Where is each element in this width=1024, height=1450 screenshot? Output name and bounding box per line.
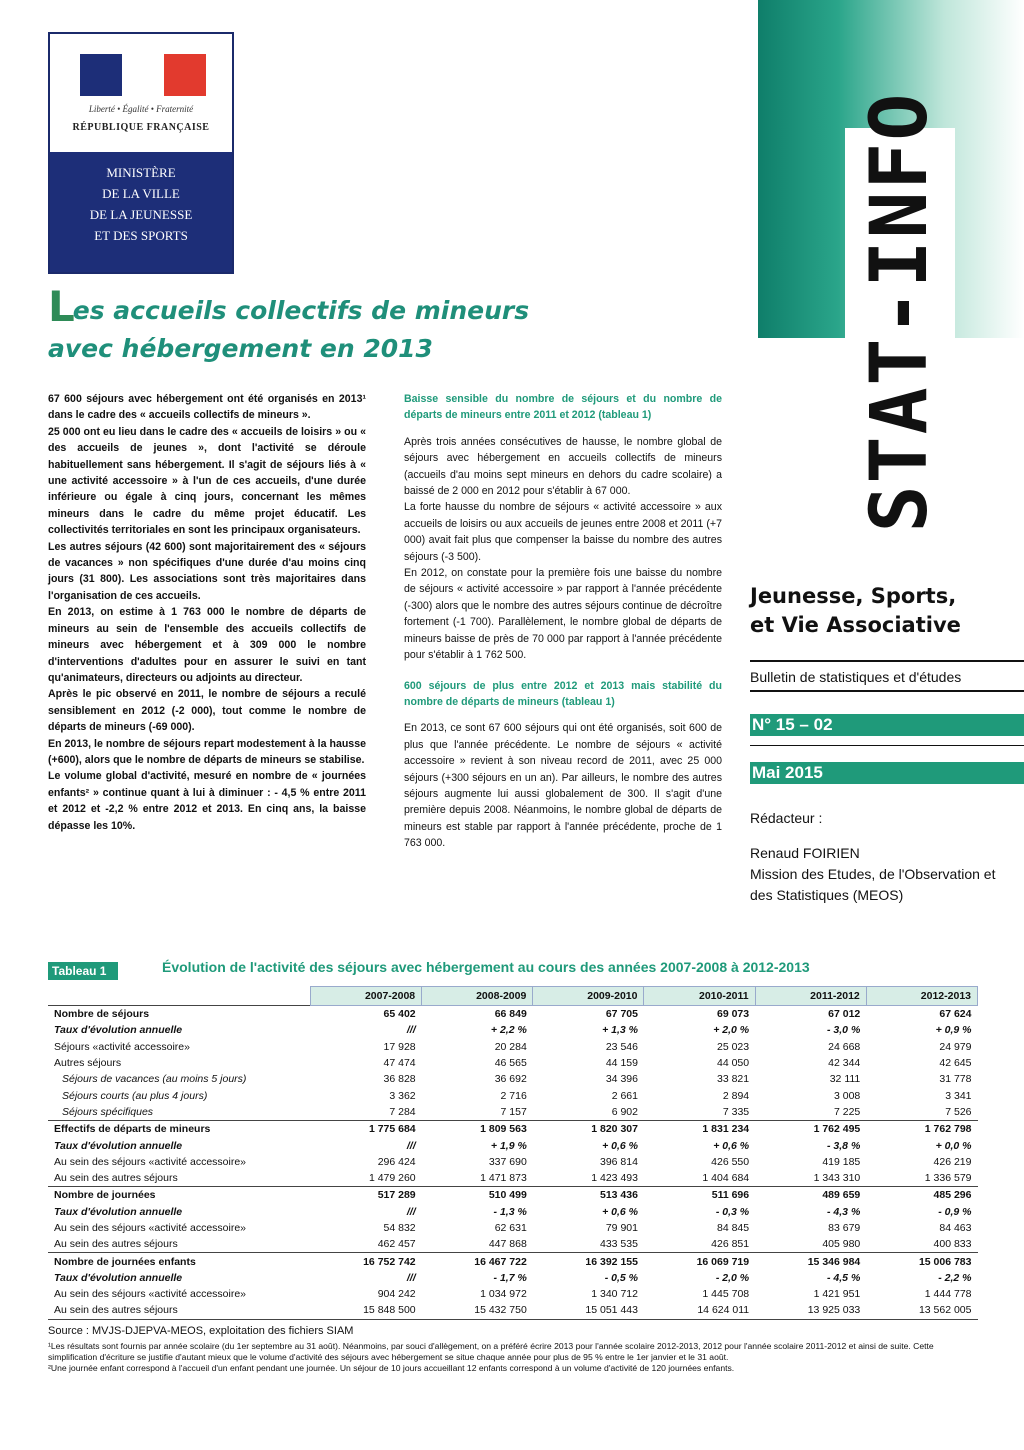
table-cell: - 0,9 % <box>938 1205 972 1218</box>
row-label: Au sein des autres séjours <box>54 1238 178 1251</box>
body-paragraph: Après trois années consécutives de hausse, le nombre global de séjours avec hébergement en accueils collectifs de mineurs (accueils d'au moins sept mineurs en dehors du cadre scolaire) a baissé de 2 000 en 2012 pour s'établir à 67 000. <box>404 435 722 498</box>
table-cell: 7 526 <box>945 1105 972 1118</box>
table-cell: 42 344 <box>828 1057 861 1070</box>
table-cell: + 1,9 % <box>490 1139 527 1152</box>
table-cell: 17 928 <box>383 1040 416 1053</box>
table-cell: 67 012 <box>755 1006 866 1023</box>
table-cell: 15 051 443 <box>585 1304 638 1317</box>
table-cell: 16 467 722 <box>422 1253 533 1270</box>
series-line-2: et Vie Associative <box>750 613 961 637</box>
table-row <box>48 1104 978 1121</box>
summary-paragraph: 67 600 séjours avec hébergement ont été organisés en 2013¹ dans le cadre des « accueils collectifs de mineurs ». <box>48 393 366 422</box>
table-cell: 24 668 <box>828 1040 861 1053</box>
row-label: Au sein des autres séjours <box>54 1304 178 1317</box>
table-cell: 47 474 <box>383 1057 416 1070</box>
table-row <box>48 1286 978 1302</box>
table-cell: /// <box>406 1271 416 1284</box>
table-cell: 400 833 <box>933 1238 972 1251</box>
table-cell: 2 716 <box>500 1089 527 1102</box>
ministry-line: DE LA JEUNESSE <box>89 207 193 222</box>
french-flag-icon <box>80 54 206 96</box>
table-row <box>48 1253 978 1270</box>
row-label: Au sein des autres séjours <box>54 1172 178 1185</box>
table-cell: 13 562 005 <box>918 1304 972 1317</box>
table-cell: 66 849 <box>422 1006 533 1023</box>
row-label: Taux d'évolution annuelle <box>54 1024 183 1037</box>
summary-paragraph: Après le pic observé en 2011, le nombre de séjours a reculé sensiblement en 2012 (-2 000), tout comme le nombre de départs de mineurs (-69 000). <box>48 688 366 734</box>
table-row <box>48 1236 978 1253</box>
divider <box>750 690 1024 692</box>
table-cell: 7 225 <box>834 1105 861 1118</box>
author-block <box>750 843 1020 906</box>
row-label: Taux d'évolution annuelle <box>54 1271 183 1284</box>
table-header-row <box>48 987 978 1006</box>
table-cell: 513 436 <box>533 1187 644 1204</box>
table-cell: 1 340 712 <box>591 1288 638 1301</box>
divider <box>750 660 1024 662</box>
table-column-header: 2011-2012 <box>755 987 866 1006</box>
table-cell: 2 894 <box>722 1089 750 1102</box>
table-cell: 7 157 <box>500 1105 527 1118</box>
table-cell: /// <box>406 1205 416 1218</box>
row-label: Au sein des séjours «activité accessoire» <box>54 1155 247 1168</box>
brand-wordmark: STAT-INFO <box>855 91 945 533</box>
issue-date: Mai 2015 <box>750 762 1024 784</box>
table-cell: 1 762 798 <box>866 1121 977 1138</box>
table-cell: 62 631 <box>494 1222 527 1234</box>
brand-block <box>845 91 955 533</box>
row-label: Nombre de journées <box>48 1187 311 1204</box>
series-name <box>750 582 1020 640</box>
table-cell: 36 828 <box>383 1073 416 1086</box>
table-cell: 405 980 <box>822 1238 861 1251</box>
summary-paragraph: 25 000 ont eu lieu dans le cadre des « accueils de loisirs » ou « des accueils de jeunes », dont l'activité se déroule habituellement sans hébergement. Il s'agit de séjours liés à « une activité accessoire » à l'un de ces accueils, d'une durée inférieure ou égale à cinq jours, concernant les mêmes mineurs dans le cadre du même projet éducatif. Les collectivités territoriales en sont les principaux organisateurs. <box>48 425 366 537</box>
row-label: Taux d'évolution annuelle <box>54 1139 183 1152</box>
table-cell: 79 901 <box>605 1222 638 1234</box>
table-cell: 54 832 <box>383 1222 416 1234</box>
table-row <box>48 1121 978 1138</box>
logo-motto: Liberté • Égalité • Fraternité <box>88 104 194 114</box>
table-cell: 6 902 <box>611 1105 638 1118</box>
table-cell: 433 535 <box>600 1238 638 1251</box>
row-label: Autres séjours <box>54 1057 122 1070</box>
table-cell: + 2,0 % <box>713 1024 750 1037</box>
summary-column <box>48 391 366 834</box>
table-column-header: 2007-2008 <box>311 987 422 1006</box>
section-heading: Baisse sensible du nombre de séjours et du nombre de départs de mineurs entre 2011 et 2012 (tableau 1) <box>404 393 722 422</box>
bulletin-label: Bulletin de statistiques et d'études <box>750 669 962 685</box>
table-cell: 44 159 <box>605 1057 638 1070</box>
table-cell: + 1,3 % <box>602 1024 638 1037</box>
series-line-1: Jeunesse, Sports, <box>750 584 957 608</box>
section-heading: 600 séjours de plus entre 2012 et 2013 mais stabilité du nombre de départs de mineurs (tableau 1) <box>404 679 722 708</box>
table-cell: 36 692 <box>494 1073 527 1086</box>
table-cell: 1 404 684 <box>702 1172 750 1185</box>
table-cell: 69 073 <box>644 1006 755 1023</box>
table-column-header: 2009-2010 <box>533 987 644 1006</box>
table-row <box>48 1137 978 1153</box>
table-cell: 65 402 <box>311 1006 422 1023</box>
logo-republic: RÉPUBLIQUE FRANÇAISE <box>72 122 210 133</box>
summary-paragraph: Le volume global d'activité, mesuré en nombre de « journées enfants² » continue quant à lui à diminuer : - 4,5 % entre 2011 et 2012 et -2,2 % entre 2012 et 2013. En cinq ans, la baisse dépasse les 10%. <box>48 770 366 832</box>
body-paragraph: En 2013, ce sont 67 600 séjours qui ont été organisés, soit 600 de plus que l'année précédente. Le nombre de séjours « activité accessoire » revient à son niveau record de 2011, avec 25 000 séjours (+300 séjours en un an). Par ailleurs, le nombre des autres séjours augmente lui aussi globalement de 300. Il s'agit d'une première depuis 2008. Néanmoins, le nombre global de départs de mineurs est stable par rapport à l'année précédente, proche de 1 763 000. <box>404 722 722 850</box>
table-cell: - 4,5 % <box>827 1271 861 1284</box>
table-cell: 337 690 <box>488 1155 527 1168</box>
body-paragraph: La forte hausse du nombre de séjours « activité accessoire » aux accueils de loisirs ou aux accueils de jeunes entre 2008 et 2011 (+7 000) avait fait plus que compenser la baisse du nombre des autres séjours (-3 500). <box>404 501 722 563</box>
table-row <box>48 1170 978 1187</box>
table-cell: - 4,3 % <box>827 1205 861 1218</box>
table-cell: 426 550 <box>711 1155 750 1168</box>
table-cell: 462 457 <box>377 1238 416 1251</box>
table-cell: 14 624 011 <box>697 1304 750 1317</box>
body-paragraph: En 2012, on constate pour la première fois une baisse du nombre de séjours « activité accessoire » par rapport à l'année précédente (-300) alors que le nombre des autres séjours continue de décroître fortement (-1 700). Parallèlement, le nombre global de départs de mineurs baisse de près de 70 000 par rapport à l'année précédente pour s'établir à 1 762 500. <box>404 567 722 662</box>
ministry-line: DE LA VILLE <box>102 186 180 201</box>
table-cell: + 0,6 % <box>602 1205 638 1218</box>
table-cell: 1 445 708 <box>702 1288 750 1301</box>
author-mission: Mission des Etudes, de l'Observation et des Statistiques (MEOS) <box>750 866 996 903</box>
table-cell: 15 848 500 <box>363 1304 416 1317</box>
table-cell: 3 341 <box>945 1089 972 1102</box>
footnotes <box>48 1341 978 1374</box>
table-title: Évolution de l'activité des séjours avec hébergement au cours des années 2007-2008 à 2012-2013 <box>162 959 810 975</box>
table-cell: 2 661 <box>611 1089 638 1102</box>
table-cell: 32 111 <box>829 1073 861 1086</box>
table-cell: 46 565 <box>494 1057 527 1070</box>
table-cell: 23 546 <box>605 1040 638 1053</box>
table-cell: 1 479 260 <box>368 1172 416 1185</box>
table-cell: 84 845 <box>717 1222 750 1234</box>
table-cell: 1 034 972 <box>480 1288 527 1301</box>
table-badge: Tableau 1 <box>48 962 118 980</box>
table-cell: 1 421 951 <box>813 1288 861 1301</box>
row-label: Nombre de séjours <box>48 1006 311 1023</box>
table-cell: 419 185 <box>822 1155 861 1168</box>
table-cell: - 2,0 % <box>715 1271 750 1284</box>
summary-paragraph: En 2013, on estime à 1 763 000 le nombre de départs de mineurs au sein de l'ensemble des accueils collectifs de mineurs avec hébergement et à 309 000 le nombre d'interventions d'adultes pour en assurer le suivi en tant qu'animateurs, directeurs ou adjoints au directeur. <box>48 606 366 684</box>
table-cell: 517 289 <box>311 1187 422 1204</box>
table-row <box>48 1154 978 1170</box>
table-cell: 1 444 778 <box>924 1288 972 1301</box>
row-label: Taux d'évolution annuelle <box>54 1205 183 1218</box>
table-cell: + 2,2 % <box>490 1024 527 1037</box>
title-line-2: avec hébergement en 2013 <box>48 334 433 363</box>
table-cell: 1 831 234 <box>644 1121 755 1138</box>
table-cell: - 1,3 % <box>493 1205 527 1218</box>
row-label: Séjours spécifiques <box>62 1105 154 1118</box>
table-cell: 426 851 <box>711 1238 750 1251</box>
table-cell: 13 925 033 <box>807 1304 861 1317</box>
summary-paragraph: Les autres séjours (42 600) sont majoritairement des « séjours de vacances » non spécifiques d'une durée d'au moins cinq jours (31 800). Les associations sont très majoritaires dans l'organisation de ces accueils. <box>48 540 366 602</box>
footnote: ¹Les résultats sont fournis par année scolaire (du 1er septembre au 31 août). Néanmoins, par souci d'allègement, on a préféré écrire 2013 pour l'année scolaire 2012-2013, 2012 pour l'année scolaire 2011-2012 et ainsi de suite. Cette simplification d'écriture se justifie d'autant mieux que le volume d'activité des séjours avec hébergement se situe chaque année pour plus de 95 % entre le 1er janvier et le 31 août. <box>48 1341 934 1362</box>
table-cell: 31 778 <box>939 1073 972 1086</box>
table-cell: 33 821 <box>717 1073 750 1086</box>
ministry-line: ET DES SPORTS <box>94 228 188 243</box>
table-cell: 16 392 155 <box>533 1253 644 1270</box>
activity-table <box>48 986 978 1320</box>
table-cell: 34 396 <box>605 1073 638 1086</box>
page-title <box>48 282 568 368</box>
table-cell: 42 645 <box>939 1057 972 1070</box>
table-cell: 7 335 <box>722 1105 750 1118</box>
table-cell: 1 471 873 <box>480 1172 527 1185</box>
row-label: Séjours «activité accessoire» <box>54 1040 190 1053</box>
table-cell: - 2,2 % <box>938 1271 972 1284</box>
table-row <box>48 1204 978 1220</box>
table-row <box>48 1220 978 1236</box>
table-cell: 3 362 <box>389 1089 416 1102</box>
table-cell: 84 463 <box>939 1222 972 1234</box>
table-cell: /// <box>406 1139 416 1152</box>
row-label: Effectifs de départs de mineurs <box>48 1121 311 1138</box>
footnote: ²Une journée enfant correspond à l'accueil d'un enfant pendant une journée. Un séjour de 10 jours accueillant 12 enfants correspond à un volume d'activité de 120 journées enfants. <box>48 1363 735 1373</box>
table-cell: + 0,0 % <box>935 1139 972 1152</box>
table-cell: - 1,7 % <box>493 1271 527 1284</box>
table-cell: 3 008 <box>834 1089 861 1102</box>
ministry-line: MINISTÈRE <box>106 165 176 180</box>
table-cell: 1 762 495 <box>755 1121 866 1138</box>
table-cell: 296 424 <box>377 1155 416 1168</box>
table-cell: 15 432 750 <box>474 1304 527 1317</box>
table-row <box>48 1039 978 1055</box>
author-name: Renaud FOIRIEN <box>750 845 860 861</box>
title-drop-letter: L <box>48 282 75 331</box>
table-cell: - 3,0 % <box>827 1024 861 1037</box>
table-cell: 67 705 <box>533 1006 644 1023</box>
table-row <box>48 1022 978 1038</box>
table-cell: 511 696 <box>644 1187 755 1204</box>
redacteur-label: Rédacteur : <box>750 810 823 826</box>
table-source: Source : MVJS-DJEPVA-MEOS, exploitation des fichiers SIAM <box>48 1325 354 1337</box>
table-column-header: 2008-2009 <box>422 987 533 1006</box>
table-cell: 67 624 <box>866 1006 977 1023</box>
ministry-logo <box>48 32 234 274</box>
table-cell: 15 006 783 <box>866 1253 977 1270</box>
table-cell: 396 814 <box>600 1155 638 1168</box>
logo-ministry <box>50 152 232 272</box>
table-cell: 20 284 <box>494 1040 527 1053</box>
table-row <box>48 1187 978 1204</box>
table-cell: /// <box>406 1024 416 1037</box>
row-label: Nombre de journées enfants <box>48 1253 311 1270</box>
body-column <box>404 391 722 852</box>
table-cell: 1 423 493 <box>591 1172 638 1185</box>
table-column-header: 2010-2011 <box>644 987 755 1006</box>
summary-paragraph: En 2013, le nombre de séjours repart modestement à la hausse (+600), alors que le nombre de départs de mineurs se stabilise. <box>48 737 366 766</box>
table-row <box>48 1006 978 1023</box>
table-cell: 447 868 <box>488 1238 527 1251</box>
table-column-header: 2012-2013 <box>866 987 977 1006</box>
table-row <box>48 1270 978 1286</box>
table-cell: 7 284 <box>389 1105 416 1118</box>
table-row <box>48 1071 978 1087</box>
row-label: Au sein des séjours «activité accessoire» <box>54 1222 247 1234</box>
row-label: Au sein des séjours «activité accessoire» <box>54 1288 247 1301</box>
table-cell: + 0,9 % <box>935 1024 972 1037</box>
row-label: Séjours courts (au plus 4 jours) <box>62 1089 208 1102</box>
table-cell: 1 336 579 <box>924 1172 972 1185</box>
table-cell: + 0,6 % <box>713 1139 750 1152</box>
table-cell: - 3,8 % <box>827 1139 861 1152</box>
table-cell: 510 499 <box>422 1187 533 1204</box>
table-cell: 1 820 307 <box>533 1121 644 1138</box>
table-cell: 15 346 984 <box>755 1253 866 1270</box>
table-cell: 25 023 <box>717 1040 750 1053</box>
table-cell: - 0,5 % <box>604 1271 638 1284</box>
row-label: Séjours de vacances (au moins 5 jours) <box>62 1073 247 1086</box>
table-cell: 426 219 <box>933 1155 972 1168</box>
table-cell: 83 679 <box>828 1222 861 1234</box>
table-cell: 16 069 719 <box>644 1253 755 1270</box>
table-row <box>48 1087 978 1103</box>
table-cell: 24 979 <box>939 1040 972 1053</box>
table-cell: 485 296 <box>866 1187 977 1204</box>
table-cell: 1 775 684 <box>311 1121 422 1138</box>
table-cell: 1 809 563 <box>422 1121 533 1138</box>
issue-number: N° 15 – 02 <box>750 714 1024 736</box>
table-cell: - 0,3 % <box>715 1205 750 1218</box>
title-line-1: es accueils collectifs de mineurs <box>72 296 530 325</box>
divider <box>750 745 1024 746</box>
table-cell: 489 659 <box>755 1187 866 1204</box>
table-cell: + 0,6 % <box>602 1139 638 1152</box>
table-cell: 44 050 <box>717 1057 750 1070</box>
table-cell: 904 242 <box>377 1288 416 1301</box>
table-row <box>48 1302 978 1319</box>
table-cell: 16 752 742 <box>311 1253 422 1270</box>
table-cell: 1 343 310 <box>813 1172 861 1185</box>
table-row <box>48 1055 978 1071</box>
